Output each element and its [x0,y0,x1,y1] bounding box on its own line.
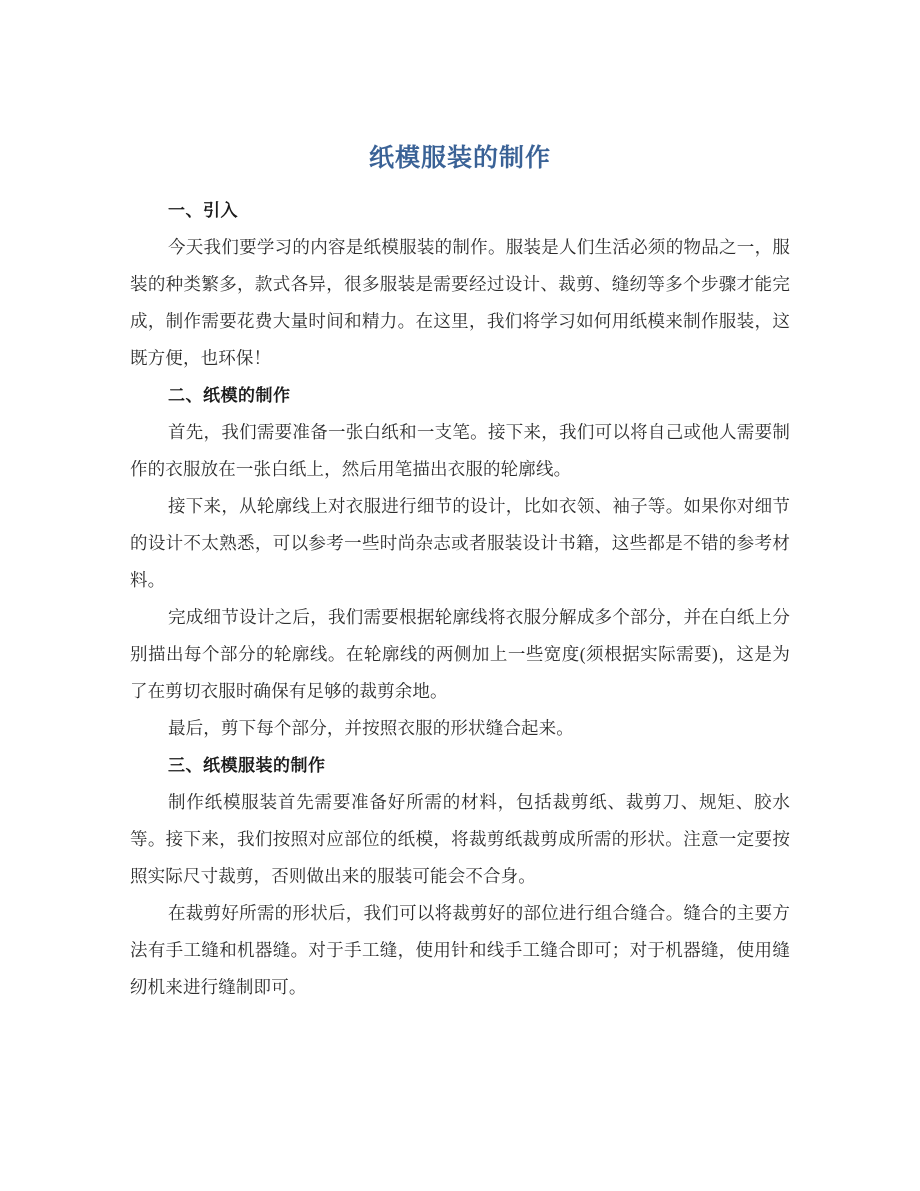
document-body [130,192,790,1006]
body-paragraph: 完成细节设计之后，我们需要根据轮廓线将衣服分解成多个部分，并在白纸上分别描出每个部分的轮廓线。在轮廓线的两侧加上一些宽度(须根据实际需要)，这是为了在剪切衣服时确保有足够的裁剪余地。 [130,607,790,701]
section-heading: 二、纸模的制作 [168,386,291,405]
section-heading: 一、引入 [168,201,238,220]
document-content [130,130,790,1006]
section-heading: 三、纸模服装的制作 [168,756,326,775]
body-paragraph: 在裁剪好所需的形状后，我们可以将裁剪好的部位进行组合缝合。缝合的主要方法有手工缝和机器缝。对于手工缝，使用针和线手工缝合即可；对于机器缝，使用缝纫机来进行缝制即可。 [130,903,790,997]
body-paragraph: 接下来，从轮廓线上对衣服进行细节的设计，比如衣领、袖子等。如果你对细节的设计不太熟悉，可以参考一些时尚杂志或者服装设计书籍，这些都是不错的参考材料。 [130,496,790,590]
page-title: 纸模服装的制作 [368,144,551,172]
body-paragraph: 今天我们要学习的内容是纸模服装的制作。服装是人们生活必须的物品之一，服装的种类繁多，款式各异，很多服装是需要经过设计、裁剪、缝纫等多个步骤才能完成，制作需要花费大量时间和精力。在这里，我们将学习如何用纸模来制作服装，这既方便，也环保！ [130,237,790,368]
body-paragraph: 首先，我们需要准备一张白纸和一支笔。接下来，我们可以将自己或他人需要制作的衣服放在一张白纸上，然后用笔描出衣服的轮廓线。 [130,422,790,479]
body-paragraph: 制作纸模服装首先需要准备好所需的材料，包括裁剪纸、裁剪刀、规矩、胶水等。接下来，我们按照对应部位的纸模，将裁剪纸裁剪成所需的形状。注意一定要按照实际尺寸裁剪，否则做出来的服装可能会不合身。 [130,792,790,886]
body-paragraph: 最后，剪下每个部分，并按照衣服的形状缝合起来。 [168,718,574,738]
